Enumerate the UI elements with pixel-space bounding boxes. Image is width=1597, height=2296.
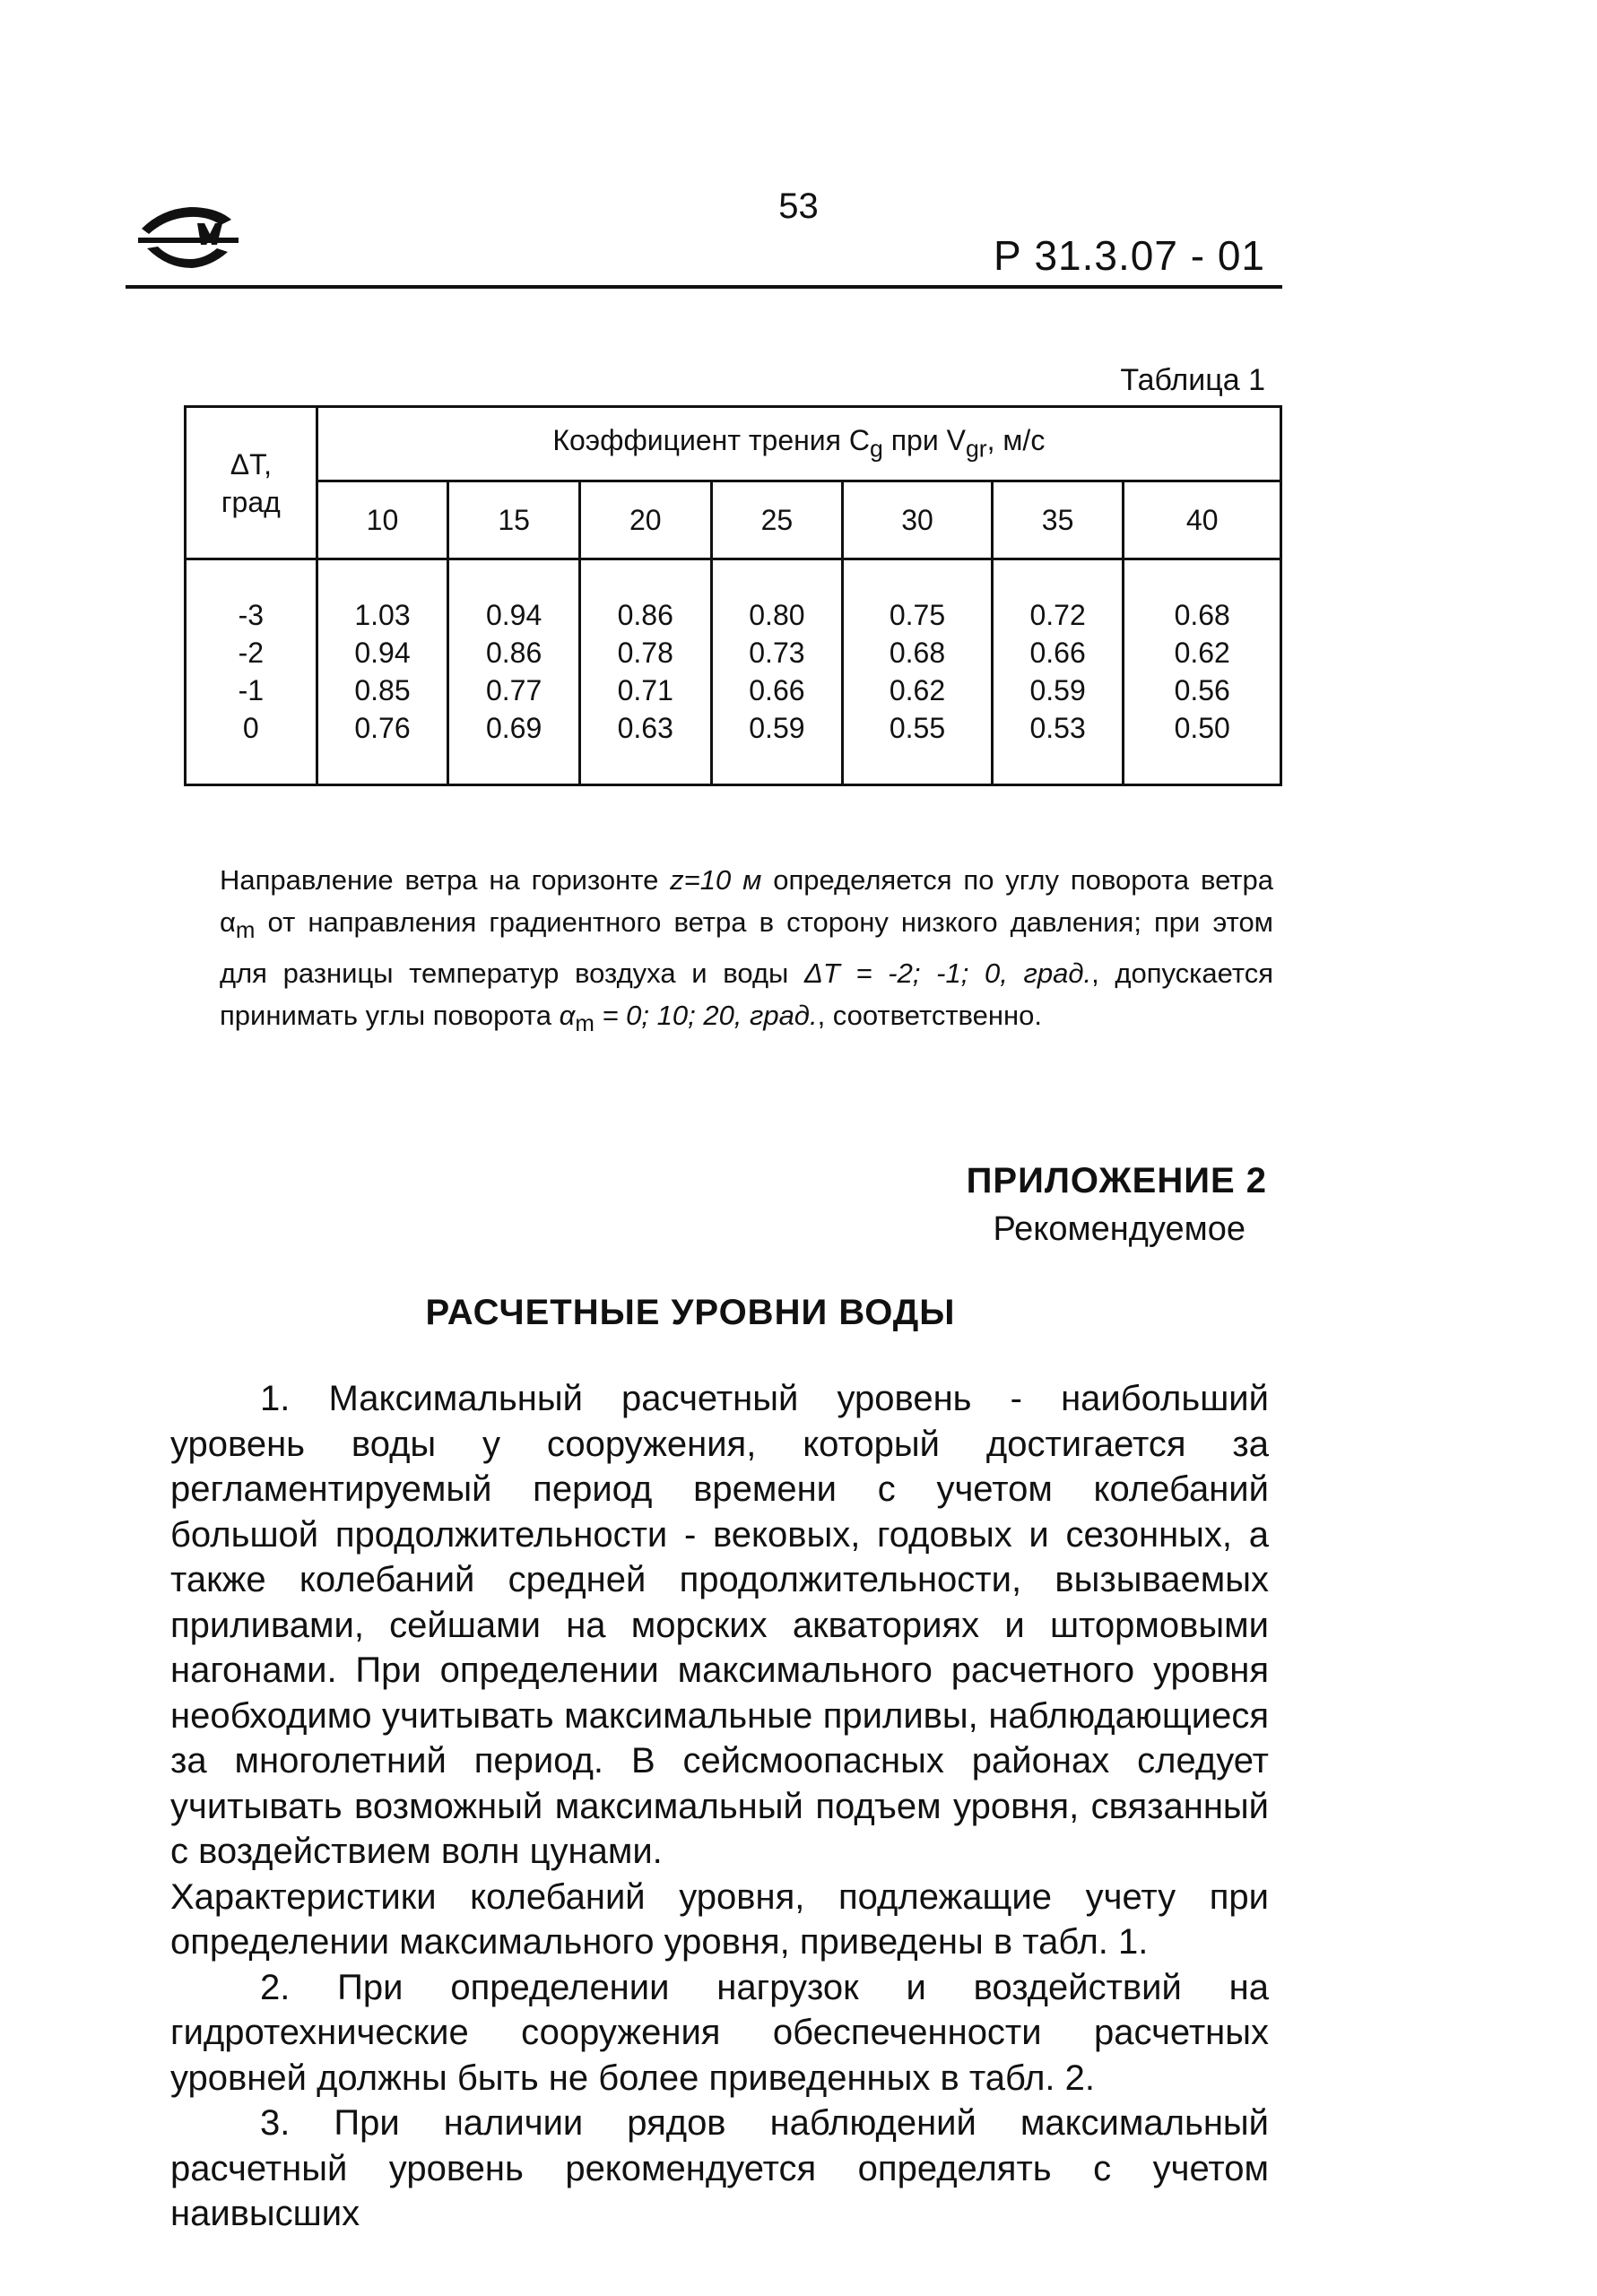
appendix-title: ПРИЛОЖЕНИЕ 2 <box>966 1161 1267 1200</box>
column-header: 35 <box>992 481 1124 559</box>
column-header: 15 <box>448 481 580 559</box>
table-value: 0.86 <box>617 599 673 631</box>
note-italic: ΔT = -2; -1; 0, град. <box>804 957 1092 990</box>
page-number: 53 <box>778 186 819 226</box>
table-value: 0.53 <box>1029 712 1086 744</box>
note-text: , соответственно. <box>817 1000 1042 1032</box>
table-value: 0.66 <box>1029 637 1086 669</box>
row-label: -2 <box>238 637 265 669</box>
group-header-text: , м/с <box>986 424 1046 457</box>
table-value: 0.80 <box>749 599 805 631</box>
table-value: 0.72 <box>1029 599 1086 631</box>
friction-coefficient-table <box>184 405 1282 786</box>
table-value: 0.66 <box>749 674 805 706</box>
body-paragraph: Характеристики колебаний уровня, подлежащие учету при определении максимального уровня, приведены в табл. 1. <box>170 1876 1269 1962</box>
table-value: 0.78 <box>617 637 673 669</box>
row-header-line: град <box>221 485 281 518</box>
row-label: -3 <box>238 599 265 631</box>
row-label: -1 <box>238 674 265 706</box>
document-code: Р 31.3.07 - 01 <box>994 232 1265 279</box>
row-header-line: ΔT, <box>230 447 272 481</box>
group-header-sub: g <box>869 435 883 463</box>
note-italic: = 0; 10; 20, град. <box>594 1000 818 1032</box>
row-header-cell <box>186 407 317 559</box>
header-rule <box>126 285 1282 289</box>
row-label: 0 <box>242 712 259 744</box>
group-header-text: Коэффициент трения C <box>552 424 870 457</box>
table-caption: Таблица 1 <box>1120 363 1265 397</box>
table-value: 0.71 <box>617 674 673 706</box>
column-header: 20 <box>579 481 711 559</box>
group-header-text: при V <box>882 424 966 457</box>
column-header: 40 <box>1124 481 1281 559</box>
group-header-sub: gr <box>965 435 987 463</box>
column-header: 30 <box>843 481 993 559</box>
value-column <box>1124 559 1281 785</box>
note-subscript: m <box>235 918 256 944</box>
table-value: 0.63 <box>617 712 673 744</box>
table-value: 0.68 <box>1174 599 1230 631</box>
table-value: 0.68 <box>889 637 946 669</box>
note-italic: α <box>559 1000 576 1032</box>
note-text: определяется по углу поворота ветра α <box>220 864 1273 938</box>
note-subscript: m <box>575 1011 595 1037</box>
table-value: 0.69 <box>485 712 542 744</box>
table-value: 0.85 <box>354 674 411 706</box>
value-column <box>317 559 448 785</box>
value-column <box>448 559 580 785</box>
table-value: 0.76 <box>354 712 411 744</box>
row-labels-cell <box>186 559 317 785</box>
group-header <box>317 407 1280 481</box>
table-value: 0.59 <box>749 712 805 744</box>
table-value: 0.50 <box>1174 712 1230 744</box>
section-title: РАСЧЕТНЫЕ УРОВНИ ВОДЫ <box>425 1293 956 1332</box>
column-header: 10 <box>317 481 448 559</box>
table-value: 0.62 <box>889 674 946 706</box>
table-value: 0.62 <box>1174 637 1230 669</box>
table-value: 0.56 <box>1174 674 1230 706</box>
table-value: 0.55 <box>889 712 946 744</box>
table-value: 0.73 <box>749 637 805 669</box>
note-italic: z=10 м <box>670 864 762 896</box>
body-paragraph: 1. Максимальный расчетный уровень - наибольший уровень воды у сооружения, который достигается за регламентируемый период времени с учетом колебаний большой продолжительности - вековых, годовых и сезонных, а также колебаний средней продолжительности, вызываемых приливами, сейшами на морских акваториях и штормовыми нагонами. При определении максимального расчетного уровня необходимо учитывать максимальные приливы, наблюдающиеся за многолетний период. В сейсмоопасных районах следует учитывать возможный максимальный подъем уровня, связанный с воздействием волн цунами. <box>170 1379 1269 1871</box>
note-text: Направление ветра на горизонте <box>220 864 671 896</box>
table-value: 0.86 <box>485 637 542 669</box>
body-paragraph: 2. При определении нагрузок и воздействий на гидротехнические сооружения обеспеченности расчетных уровней должны быть не более приведенных в табл. 2. <box>170 1967 1269 2098</box>
column-header: 25 <box>711 481 843 559</box>
value-column <box>992 559 1124 785</box>
table-value: 0.94 <box>354 637 411 669</box>
table-value: 0.75 <box>889 599 946 631</box>
value-column <box>843 559 993 785</box>
table-value: 1.03 <box>354 599 411 631</box>
table-value: 0.77 <box>485 674 542 706</box>
body-paragraph: 3. При наличии рядов наблюдений максимальный расчетный уровень рекомендуется определять с учетом наивысших <box>170 2103 1269 2233</box>
table-note <box>220 859 1273 1045</box>
appendix-subtitle: Рекомендуемое <box>993 1210 1245 1248</box>
note-text: , допускается принимать углы поворота <box>220 957 1273 1032</box>
value-column <box>579 559 711 785</box>
note-text: от направления градиентного ветра в сторону низкого давления; при этом для разницы температур воздуха и воды <box>220 906 1273 990</box>
section-body <box>170 1376 1269 2237</box>
table-value: 0.59 <box>1029 674 1086 706</box>
value-column <box>711 559 843 785</box>
table-value: 0.94 <box>485 599 542 631</box>
